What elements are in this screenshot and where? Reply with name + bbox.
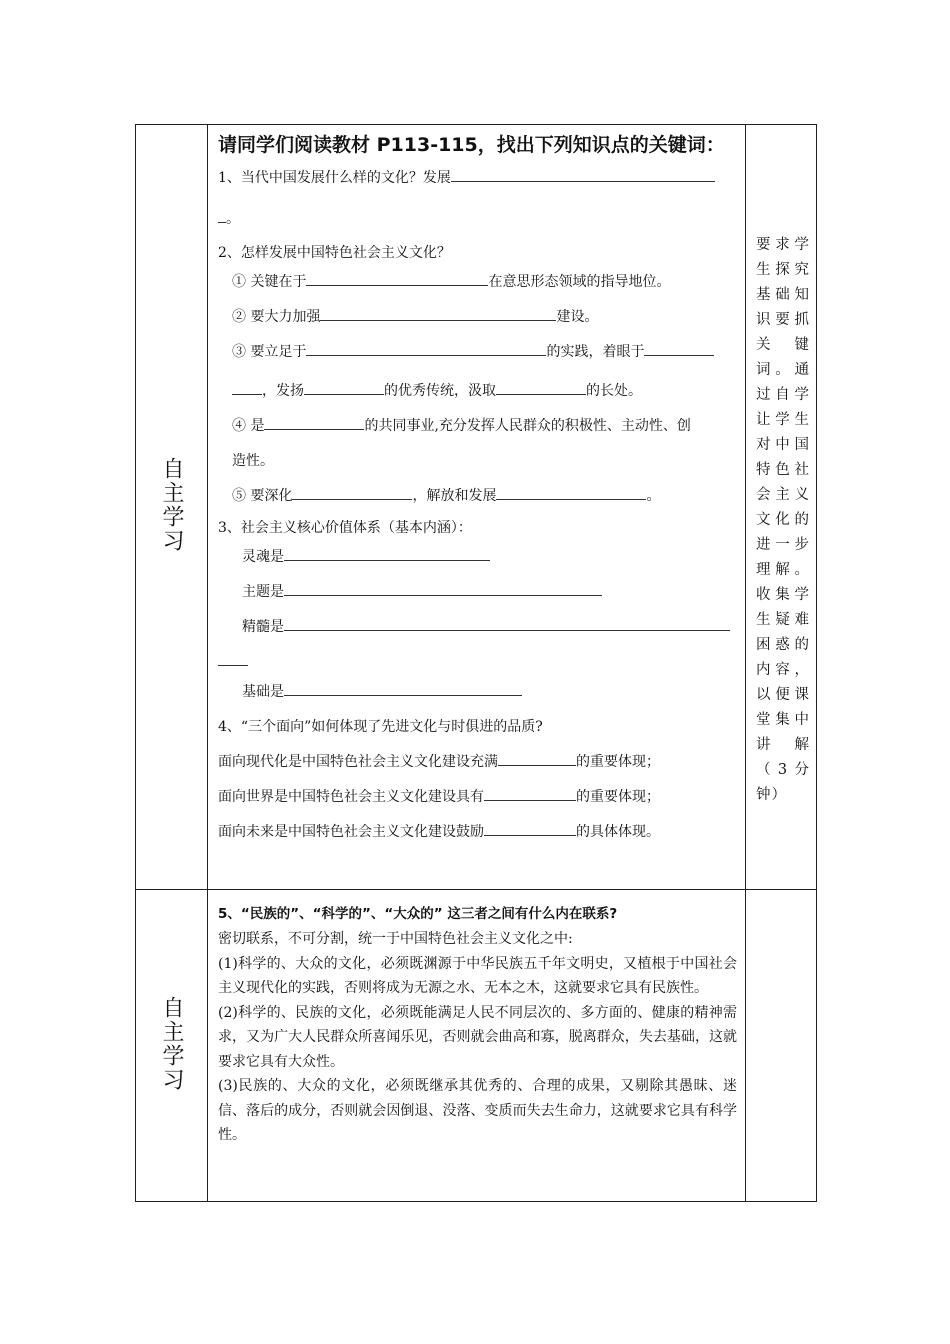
section-label-cell xyxy=(136,890,208,1202)
question-2: 2、怎样发展中国特色社会主义文化？ xyxy=(218,245,451,261)
teacher-note: 要求学生探究基础知识要抓关键词。通过自学让学生对中国特色社会主义文化的进一步理解。收集学生疑难困惑的内容，以便课堂集中讲解（3分钟） xyxy=(756,237,810,803)
question-4: 4、“三个面向”如何体现了先进文化与时俱进的品质? xyxy=(218,719,543,735)
answer-intro: 密切联系，不可分割，统一于中国特色社会主义文化之中: xyxy=(218,931,573,947)
answer-blank[interactable] xyxy=(264,415,364,430)
section-label-cell xyxy=(136,125,208,890)
question-5-title: 5、“民族的”、“科学的”、“大众的” 这三者之间有什么内在联系? xyxy=(218,906,618,922)
answer-blank[interactable] xyxy=(284,546,490,561)
question-2-item-2: ② 要大力加强 建设。 xyxy=(218,300,737,335)
answer-blank[interactable] xyxy=(496,485,646,500)
self-study-row-2 xyxy=(136,890,817,1202)
study-table xyxy=(135,124,817,1202)
question-3-base: 基础是 xyxy=(218,675,737,710)
section-label: 自主学习 xyxy=(159,995,184,1092)
answer-blank[interactable] xyxy=(284,616,730,631)
question-2-item-3-cont: ，发扬 的优秀传统，汲取 的长处。 xyxy=(218,374,737,409)
question-1: 1、当代中国发展什么样的文化？发展 xyxy=(218,167,737,188)
questions-cell xyxy=(208,125,746,890)
answer-point-3: (3)民族的、大众的文化，必须既继承其优秀的、合理的成果，又剔除其愚昧、迷信、落后的成分，否则就会因倒退、没落、变质而失去生命力，这就要求它具有科学性。 xyxy=(218,1078,737,1143)
reading-instruction: 请同学们阅读教材 P113-115，找出下列知识点的关键词： xyxy=(218,134,725,156)
question-4-line-1: 面向现代化是中国特色社会主义文化建设充满 的重要体现； xyxy=(218,745,737,780)
section-label: 自主学习 xyxy=(159,457,184,553)
question-3-essence: 精髓是 xyxy=(218,610,737,645)
answer-blank[interactable] xyxy=(218,651,248,666)
self-study-row-1 xyxy=(136,125,817,890)
question-2-item-5: ⑤ 要深化 ，解放和发展 。 xyxy=(218,479,737,514)
question-3-essence-cont xyxy=(218,645,737,675)
answer-blank[interactable] xyxy=(451,167,715,182)
answer-blank[interactable] xyxy=(292,485,412,500)
question-3-soul: 灵魂是 xyxy=(218,540,737,575)
answer-blank[interactable] xyxy=(484,821,576,836)
answer-blank[interactable] xyxy=(306,271,488,286)
question-1-cont: 。 xyxy=(218,208,737,229)
answer-blank[interactable] xyxy=(284,581,602,596)
question-2-item-3: ③ 要立足于 的实践，着眼于 xyxy=(218,335,737,370)
worksheet xyxy=(135,124,816,1202)
answer-point-1: (1)科学的、大众的文化，必须既渊源于中华民族五千年文明史，又植根于中国社会主义现代化的实践，否则将成为无源之水、无本之木，这就要求它具有民族性。 xyxy=(218,955,737,996)
question-3: 3、社会主义核心价值体系（基本内涵）： xyxy=(218,520,472,536)
question-3-theme: 主题是 xyxy=(218,575,737,610)
question-4-line-2: 面向世界是中国特色社会主义文化建设具有 的重要体现； xyxy=(218,780,737,815)
question-2-item-4-cont: 造性。 xyxy=(232,453,274,469)
answer-blank[interactable] xyxy=(644,341,714,356)
answer-blank[interactable] xyxy=(284,681,522,696)
answer-blank[interactable] xyxy=(496,380,586,395)
answer-blank[interactable] xyxy=(306,341,546,356)
answer-blank[interactable] xyxy=(320,306,556,321)
answer-blank[interactable] xyxy=(232,380,262,395)
question-2-item-4: ④ 是 的共同事业,充分发挥人民群众的积极性、主动性、创 xyxy=(218,409,737,444)
question-4-line-3: 面向未来是中国特色社会主义文化建设鼓励 的具体体现。 xyxy=(218,815,737,850)
answer-blank[interactable] xyxy=(304,380,384,395)
answer-point-2: (2)科学的、民族的文化，必须既能满足人民不同层次的、多方面的、健康的精神需求，又为广大人民群众所喜闻乐见，否则就会曲高和寡，脱离群众，失去基础，这就要求它具有大众性。 xyxy=(218,1004,737,1070)
answer-blank[interactable] xyxy=(218,208,226,223)
answer-cell xyxy=(208,890,746,1202)
empty-note-cell xyxy=(746,890,817,1202)
teacher-note-cell xyxy=(746,125,817,890)
answer-blank[interactable] xyxy=(484,786,576,801)
answer-blank[interactable] xyxy=(498,751,576,766)
question-2-item-1: ① 关键在于 在意思形态领域的指导地位。 xyxy=(218,265,737,300)
